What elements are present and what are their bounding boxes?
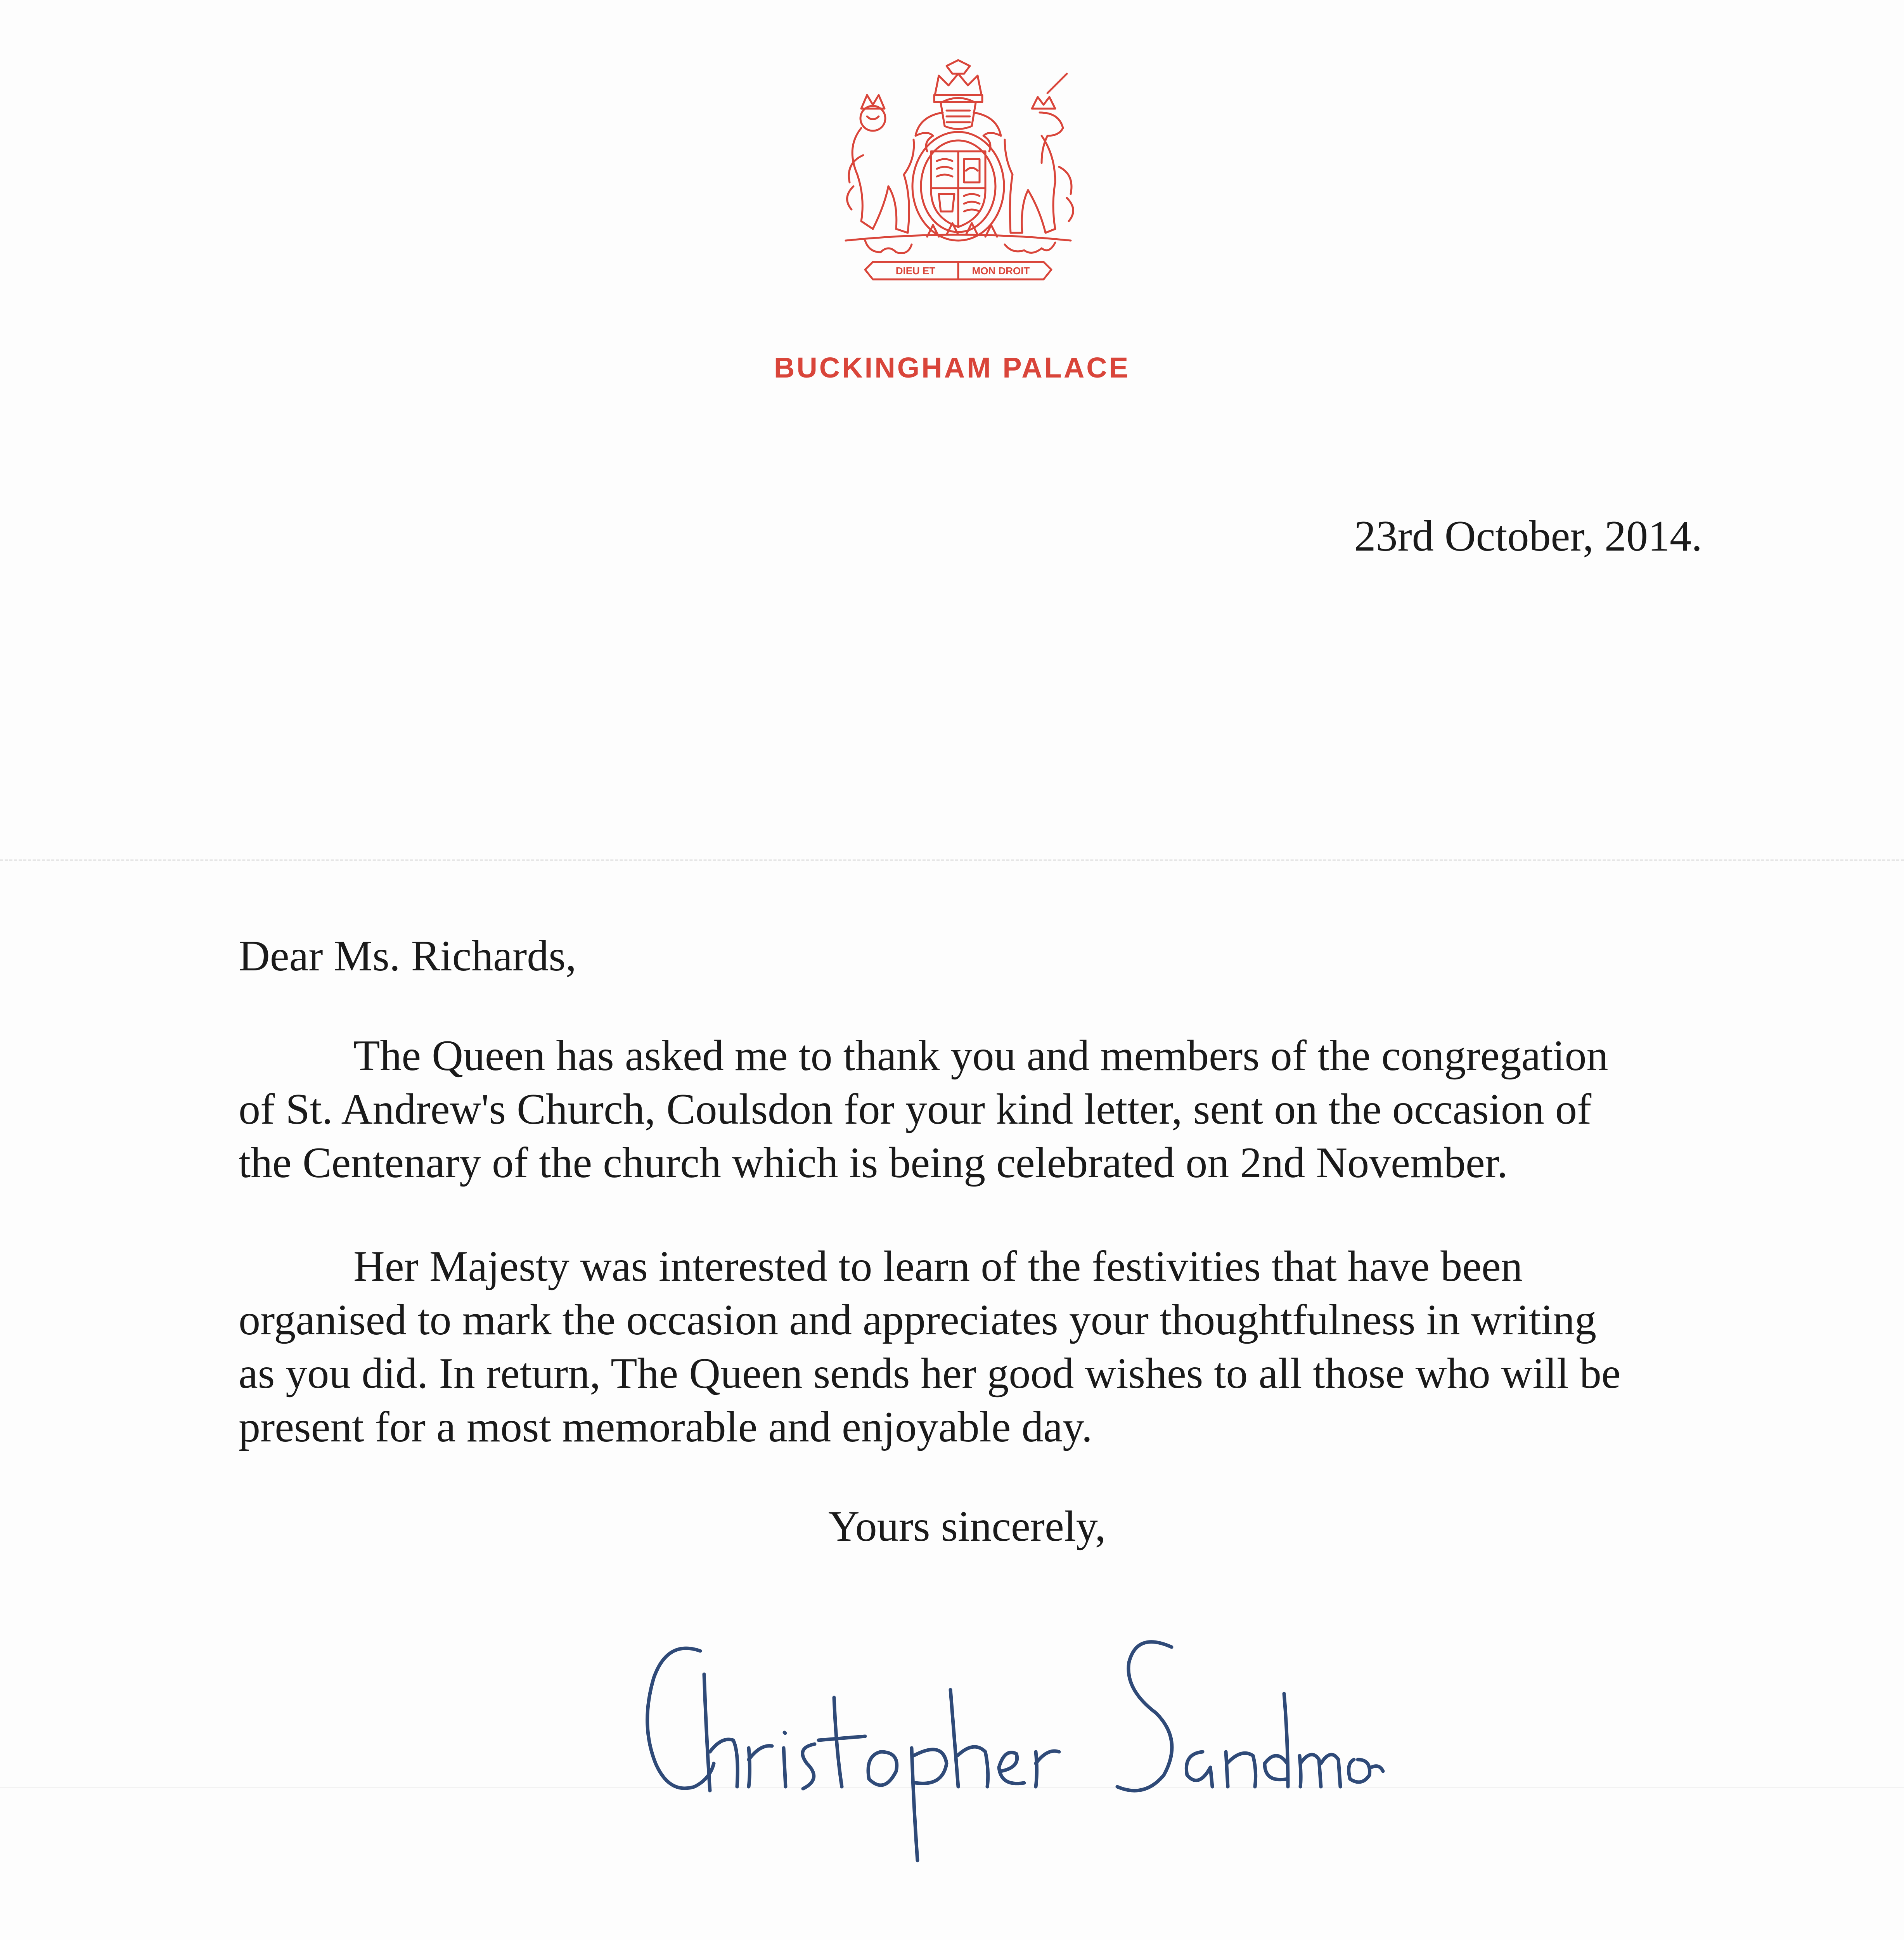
body-paragraph-2 (239, 1240, 1724, 1454)
svg-text:MON DROIT: MON DROIT (972, 265, 1030, 277)
body-paragraph-1 (239, 1029, 1724, 1190)
body-line: Her Majesty was interested to learn of the festivities that have been (353, 1242, 1523, 1290)
paper-fold-line (0, 859, 1904, 861)
body-line: The Queen has asked me to thank you and members of the congregation (353, 1032, 1608, 1080)
body-line: present for a most memorable and enjoyable day. (239, 1403, 1092, 1451)
letterhead-title: BUCKINGHAM PALACE (774, 352, 1130, 384)
letter-date: 23rd October, 2014. (1354, 512, 1702, 560)
body-line: as you did. In return, The Queen sends her good wishes to all those who will be (239, 1349, 1621, 1398)
salutation: Dear Ms. Richards, (239, 932, 576, 980)
closing: Yours sincerely, (828, 1502, 1106, 1550)
handwritten-signature (632, 1624, 1389, 1888)
royal-coat-of-arms-icon (830, 58, 1086, 303)
body-line: organised to mark the occasion and appreciates your thoughtfulness in writing (239, 1296, 1597, 1344)
body-line: of St. Andrew's Church, Coulsdon for your kind letter, sent on the occasion of (239, 1085, 1592, 1133)
body-line: the Centenary of the church which is being celebrated on 2nd November. (239, 1139, 1508, 1187)
svg-text:DIEU ET: DIEU ET (895, 265, 936, 277)
